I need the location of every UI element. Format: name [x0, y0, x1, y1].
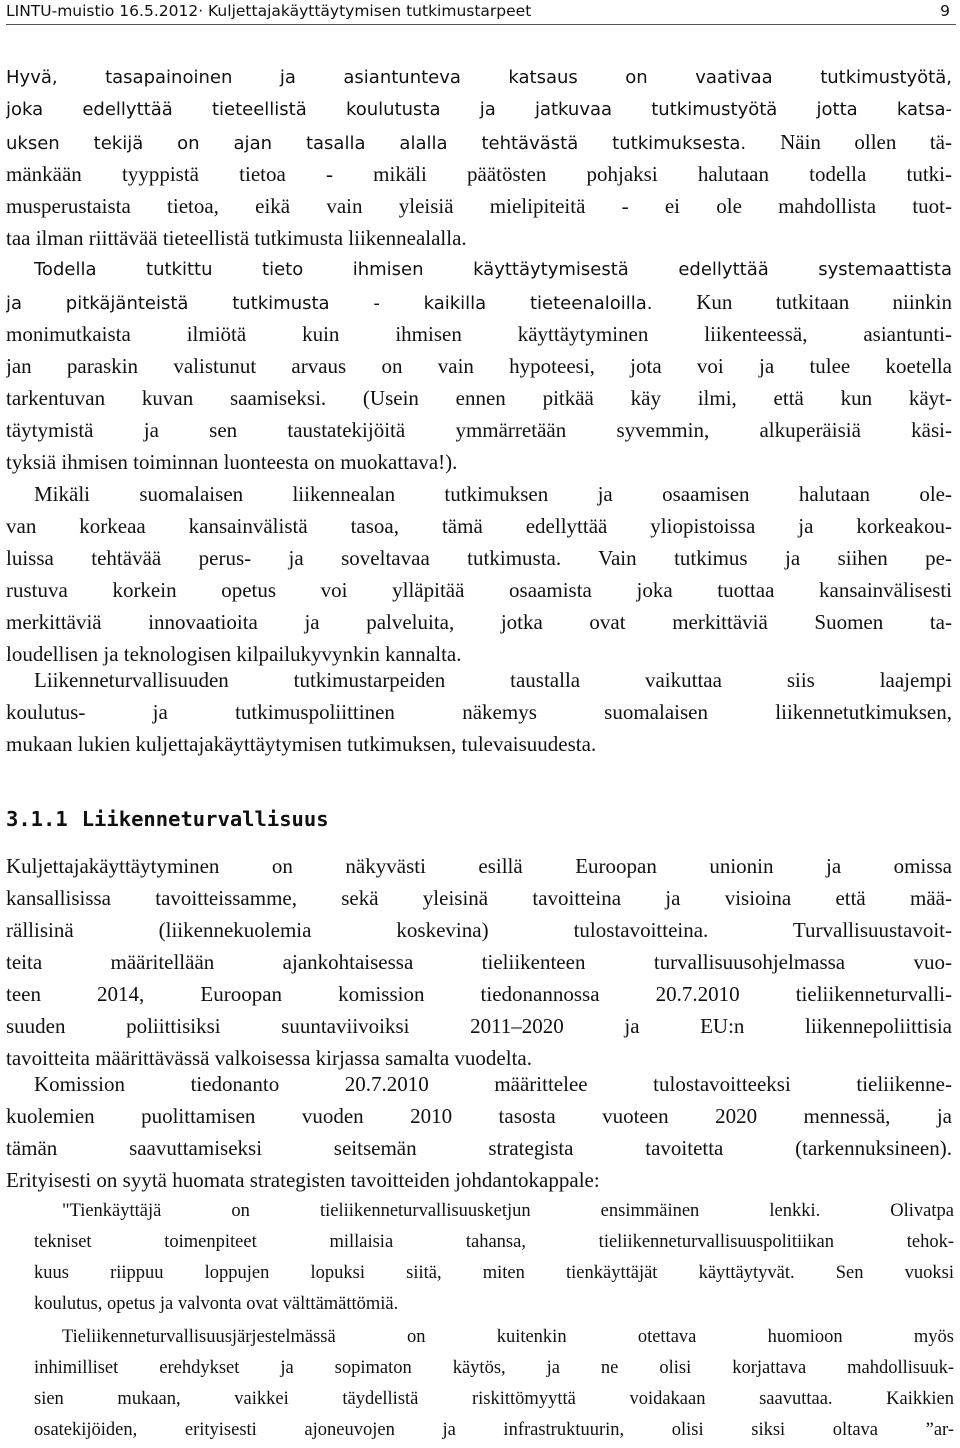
paragraph-6: [6, 850, 952, 1074]
text-line: jan paraskin valistunut arvaus on vain hypoteesi, jota voi ja tulee koetella: [6, 354, 952, 378]
text-line: koulutus, opetus ja valvonta ovat välttämättömiä.: [34, 1294, 399, 1314]
paragraph-7: [6, 1068, 952, 1196]
text-line: kansallisissa tavoitteissamme, sekä yleisinä tavoitteina ja visioina että mää-: [6, 886, 952, 910]
text-line: [6, 286, 952, 318]
text-line: taa ilman riittävää tieteellistä tutkimusta liikennealalla.: [6, 226, 467, 250]
text-line: mukaan lukien kuljettajakäyttäytymisen tutkimuksen, tulevaisuudesta.: [6, 732, 597, 756]
page-number: 9: [940, 2, 950, 20]
text-run: Näin ollen tä-: [780, 130, 952, 154]
text-line: joka edellyttää tieteellistä koulutusta ja jatkuvaa tutkimustyötä jotta katsa-: [6, 99, 952, 120]
text-line: Mikäli suomalaisen liikennealan tutkimuksen ja osaamisen halutaan ole-: [34, 482, 952, 506]
paragraph-5: [6, 664, 952, 760]
paragraph-4: [6, 478, 952, 670]
running-title: LINTU-muistio 16.5.2012· Kuljettajakäyttäytymisen tutkimustarpeet: [6, 2, 532, 20]
text-line: tämän saavuttamiseksi seitsemän strategista tavoitetta (tarkennuksineen).: [6, 1136, 952, 1160]
text-line: monimutkaista ilmiötä kuin ihmisen käyttäytyminen liikenteessä, asiantunti-: [6, 322, 952, 346]
quote-paragraph-2: [34, 1322, 954, 1446]
text-line: Hyvä, tasapainoinen ja asiantunteva katsaus on vaativaa tutkimustyötä,: [6, 67, 952, 88]
section-heading: [6, 804, 329, 834]
text-line: Todella tutkittu tieto ihmisen käyttäytymisestä edellyttää systemaattista: [34, 259, 952, 280]
text-line: osatekijöiden, erityisesti ajoneuvojen ja infrastruktuurin, olisi siksi oltava ”ar-: [34, 1420, 954, 1440]
text-line: teen 2014, Euroopan komission tiedonannossa 20.7.2010 tieliikenneturvalli-: [6, 982, 952, 1006]
text-line: tarkentuvan kuvan saamiseksi. (Usein ennen pitkää käy ilmi, että kun käyt-: [6, 386, 952, 410]
text-line: Erityisesti on syytä huomata strategisten tavoitteiden johdantokappale:: [6, 1168, 600, 1192]
paragraph-3: [6, 254, 952, 318]
text-line: Tieliikenneturvallisuusjärjestelmässä on kuitenkin otettava huomioon myös: [62, 1327, 954, 1347]
text-line: kuus riippuu loppujen lopuksi siitä, miten tienkäyttäjät käyttäytyvät. Sen vuoksi: [34, 1263, 954, 1283]
text-line: tyksiä ihmisen toiminnan luonteesta on muokattava!).: [6, 450, 458, 474]
paragraph-1: [6, 62, 952, 158]
text-line: "Tienkäyttäjä on tieliikenneturvallisuusketjun ensimmäinen lenkki. Olivatpa: [62, 1201, 954, 1221]
text-line: Liikenneturvallisuuden tutkimustarpeiden taustalla vaikuttaa siis laajempi: [34, 668, 952, 692]
paragraph-3-cont: [6, 318, 952, 478]
text-line: merkittäviä innovaatioita ja palveluita, jotka ovat merkittäviä Suomen ta-: [6, 610, 952, 634]
text-run: uksen tekijä on ajan tasalla alalla tehtävästä tutkimuksesta.: [6, 133, 747, 154]
text-line: kuolemien puolittamisen vuoden 2010 tasosta vuoteen 2020 mennessä, ja: [6, 1104, 952, 1128]
quote-paragraph-1: [34, 1196, 954, 1320]
page-header: [0, 0, 960, 22]
text-run: Kun tutkitaan niinkin: [696, 290, 952, 314]
section-title: Liikenneturvallisuus: [81, 807, 329, 831]
text-line: suuden poliittisiksi suuntaviivoiksi 2011–2020 ja EU:n liikennepoliittisia: [6, 1014, 952, 1038]
text-line: loudellisen ja teknologisen kilpailukyvynkin kannalta.: [6, 642, 462, 666]
text-line: mänkään tyyppistä tietoa - mikäli päätösten pohjaksi halutaan todella tutki-: [6, 162, 952, 186]
text-line: teita määritellään ajankohtaisessa tieliikenteen turvallisuusohjelmassa vuo-: [6, 950, 952, 974]
text-line: täytymistä ja sen taustatekijöitä ymmärretään syvemmin, alkuperäisiä käsi-: [6, 418, 952, 442]
text-line: van korkeaa kansainvälistä tasoa, tämä edellyttää yliopistoissa ja korkeakou-: [6, 514, 952, 538]
text-line: musperustaista tietoa, eikä vain yleisiä mielipiteitä - ei ole mahdollista tuot-: [6, 194, 952, 218]
text-run: ja pitkäjänteistä tutkimusta - kaikilla tieteenaloilla.: [6, 293, 653, 314]
paragraph-2: [6, 158, 952, 254]
text-line: koulutus- ja tutkimuspoliittinen näkemys suomalaisen liikennetutkimuksen,: [6, 700, 952, 724]
text-line: rustuva korkein opetus voi ylläpitää osaamista joka tuottaa kansainvälisesti: [6, 578, 952, 602]
text-line: Komission tiedonanto 20.7.2010 määrittelee tulostavoitteeksi tieliikenne-: [34, 1072, 952, 1096]
text-line: sien mukaan, vaikkei täydellistä riskittömyyttä voidakaan saavuttaa. Kaikkien: [34, 1389, 954, 1409]
section-number: 3.1.1: [6, 807, 68, 831]
text-line: [6, 126, 952, 158]
text-line: inhimilliset erehdykset ja sopimaton käytös, ja ne olisi korjattava mahdollisuuk-: [34, 1358, 954, 1378]
text-line: Kuljettajakäyttäytyminen on näkyvästi esillä Euroopan unionin ja omissa: [6, 854, 952, 878]
text-line: tekniset toimenpiteet millaisia tahansa, tieliikenneturvallisuuspolitiikan tehok-: [34, 1232, 954, 1252]
text-line: rällisinä (liikennekuolemia koskevina) tulostavoitteina. Turvallisuustavoit-: [6, 918, 952, 942]
header-rule: [6, 24, 956, 25]
text-line: tavoitteita määrittävässä valkoisessa kirjassa samalta vuodelta.: [6, 1046, 532, 1070]
text-line: luissa tehtävää perus- ja soveltavaa tutkimusta. Vain tutkimus ja siihen pe-: [6, 546, 952, 570]
